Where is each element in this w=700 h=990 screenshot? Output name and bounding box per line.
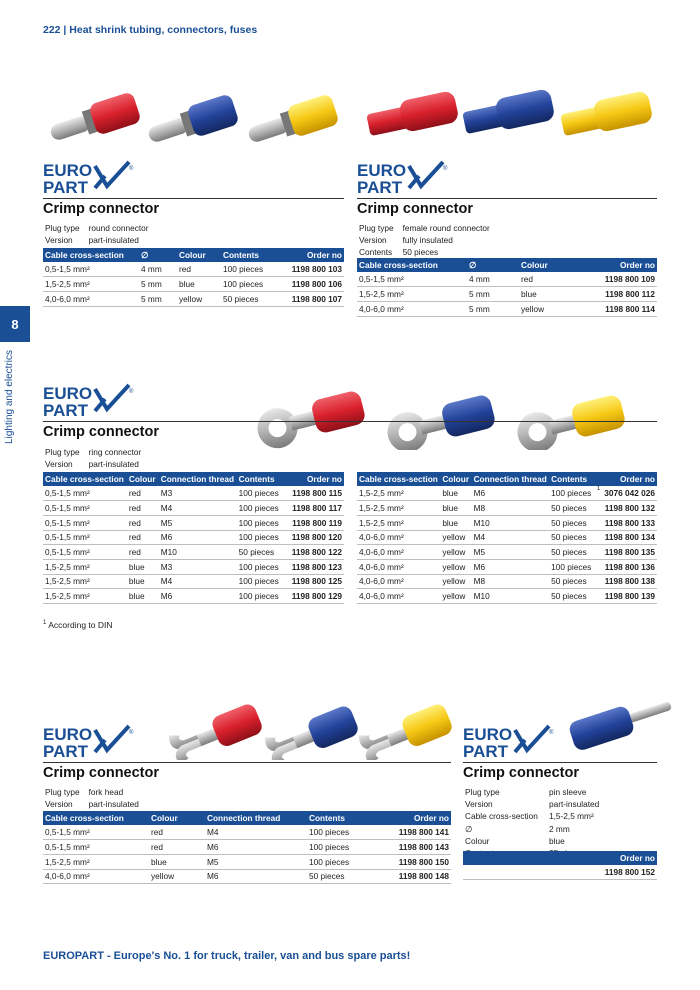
europart-logo: [43, 160, 135, 194]
svg-text:PART: PART: [43, 178, 89, 194]
table-row: 0,5-1,5 mm² red M3 100 pieces 1198 800 115: [43, 486, 344, 501]
svg-text:PART: PART: [463, 742, 509, 758]
table-header: Cable cross-section ∅ Colour Order no: [359, 260, 655, 270]
chapter-tab: 8: [0, 306, 30, 342]
section-title: Crimp connector: [43, 198, 344, 217]
svg-text:EURO: EURO: [43, 725, 93, 744]
spec-list: [43, 785, 141, 811]
svg-text:®: ®: [443, 166, 448, 172]
spec-list: [357, 221, 492, 260]
table-row: 4,0-6,0 mm² 5 mm yellow 50 pieces 1198 800 107: [43, 291, 344, 306]
spec-row: ∅ 2 mm: [465, 823, 570, 834]
table-row: 4,0-6,0 mm² yellow M8 50 pieces 1198 800 138: [357, 574, 657, 589]
table-row: 0,5-1,5 mm² red M10 50 pieces 1198 800 122: [43, 545, 344, 560]
footnote-mark: [595, 574, 602, 589]
page-footer: EUROPART - Europe's No. 1 for truck, trailer, van and bus spare parts!: [43, 950, 411, 962]
chapter-label: Lighting and electrics: [4, 350, 15, 444]
spec-row: Plug type round connector: [45, 223, 149, 233]
table-row: 0,5-1,5 mm² red M4 100 pieces 1198 800 117: [43, 501, 344, 516]
footnote: $^1$ According to DIN: [43, 620, 113, 630]
table-header: Order no: [463, 851, 657, 865]
footnote-mark: [595, 515, 602, 530]
product-table: [463, 851, 657, 880]
spec-row: Version part-insulated: [45, 235, 139, 246]
svg-text:PART: PART: [43, 401, 89, 417]
spec-row: Version part-insulated: [45, 459, 139, 470]
svg-text:EURO: EURO: [43, 384, 93, 403]
svg-text:®: ®: [129, 166, 134, 172]
table-row: 4,0-6,0 mm² yellow M4 50 pieces 1198 800 134: [357, 530, 657, 545]
table-row: 4,0-6,0 mm² yellow M5 50 pieces 1198 800 135: [357, 545, 657, 560]
table-row: 4,0-6,0 mm² yellow M6 50 pieces 1198 800 148: [43, 869, 451, 884]
table-header: Cable cross-section Colour Connection thread Contents Order no: [45, 813, 449, 823]
fork-connector-image: [165, 690, 455, 760]
product-table: [43, 248, 344, 307]
table-row: 1,5-2,5 mm² blue M4 100 pieces 1198 800 125: [43, 574, 344, 589]
table-row: 1,5-2,5 mm² blue M6 100 pieces 1 3076 042 026: [357, 486, 657, 501]
spec-list: [43, 221, 151, 247]
svg-text:EURO: EURO: [357, 161, 407, 180]
page-header: 222 | Heat shrink tubing, connectors, fuses: [43, 24, 258, 36]
footnote-mark: [595, 589, 602, 604]
footnote-mark: [595, 545, 602, 560]
svg-text:PART: PART: [357, 178, 403, 194]
product-table: [357, 472, 657, 604]
spec-row: Plug type pin sleeve: [465, 787, 587, 797]
section-title: Crimp connector: [357, 198, 657, 217]
section-title: Crimp connector: [43, 421, 657, 440]
table-header: Cable cross-section Colour Connection thread Contents Order no: [45, 474, 342, 484]
table-row: 1198 800 152: [463, 865, 657, 880]
table-row: 4,0-6,0 mm² 5 mm yellow 1198 800 114: [357, 301, 657, 316]
table-row: 1,5-2,5 mm² blue M5 100 pieces 1198 800 150: [43, 854, 451, 869]
round-connector-image: [45, 82, 345, 148]
svg-text:®: ®: [129, 389, 134, 395]
spec-row: Version part-insulated: [465, 799, 600, 810]
table-row: 4,0-6,0 mm² yellow M10 50 pieces 1198 800 139: [357, 589, 657, 604]
table-row: 0,5-1,5 mm² red M4 100 pieces 1198 800 141: [43, 825, 451, 840]
footnote-mark: [595, 501, 602, 516]
section-title: Crimp connector: [463, 762, 657, 781]
table-row: 0,5-1,5 mm² red M6 100 pieces 1198 800 120: [43, 530, 344, 545]
spec-row: Plug type female round connector: [359, 223, 490, 233]
table-row: 0,5-1,5 mm² red M5 100 pieces 1198 800 119: [43, 515, 344, 530]
spec-row: Plug type ring connector: [45, 447, 142, 457]
product-table: [357, 258, 657, 317]
spec-row: Cable cross-section 1,5-2,5 mm²: [465, 811, 594, 822]
product-table: [43, 472, 344, 604]
svg-text:®: ®: [129, 730, 134, 736]
product-table: [43, 811, 451, 884]
female-connector-image: [365, 82, 655, 144]
spec-row: Plug type fork head: [45, 787, 124, 797]
europart-logo: [43, 724, 135, 758]
svg-text:EURO: EURO: [43, 161, 93, 180]
spec-row: Version fully insulated: [359, 235, 453, 246]
spec-list: [463, 785, 601, 860]
table-row: 1,5-2,5 mm² blue M8 50 pieces 1198 800 132: [357, 501, 657, 516]
table-row: 1,5-2,5 mm² blue M6 100 pieces 1198 800 129: [43, 589, 344, 604]
table-row: 1,5-2,5 mm² blue M10 50 pieces 1198 800 133: [357, 515, 657, 530]
svg-text:EURO: EURO: [463, 725, 513, 744]
europart-logo: [43, 383, 135, 417]
table-row: 1,5-2,5 mm² 5 mm blue 100 pieces 1198 800 106: [43, 277, 344, 292]
spec-list: [43, 445, 143, 471]
table-row: 1,5-2,5 mm² blue M3 100 pieces 1198 800 123: [43, 559, 344, 574]
svg-text:PART: PART: [43, 742, 89, 758]
spec-row: Colour blue: [465, 835, 565, 846]
europart-logo: [463, 724, 555, 758]
table-header: Cable cross-section ∅ Colour Contents Order no: [45, 250, 342, 260]
spec-row: Contents 50 pieces: [359, 247, 439, 258]
table-row: 4,0-6,0 mm² yellow M6 100 pieces 1198 800 136: [357, 559, 657, 574]
table-row: 0,5-1,5 mm² 4 mm red 100 pieces 1198 800 103: [43, 262, 344, 277]
table-row: 0,5-1,5 mm² red M6 100 pieces 1198 800 143: [43, 840, 451, 855]
europart-logo: [357, 160, 449, 194]
footnote-mark: 1: [595, 486, 602, 501]
pin-sleeve-image: [568, 694, 674, 750]
spec-row: Version part-insulated: [45, 799, 139, 810]
footnote-mark: [595, 559, 602, 574]
table-header: Cable cross-section Colour Connection thread Contents Order no: [359, 474, 655, 484]
section-title: Crimp connector: [43, 762, 451, 781]
table-row: 1,5-2,5 mm² 5 mm blue 1198 800 112: [357, 287, 657, 302]
svg-text:®: ®: [549, 730, 554, 736]
table-row: 0,5-1,5 mm² 4 mm red 1198 800 109: [357, 272, 657, 287]
footnote-mark: [595, 530, 602, 545]
